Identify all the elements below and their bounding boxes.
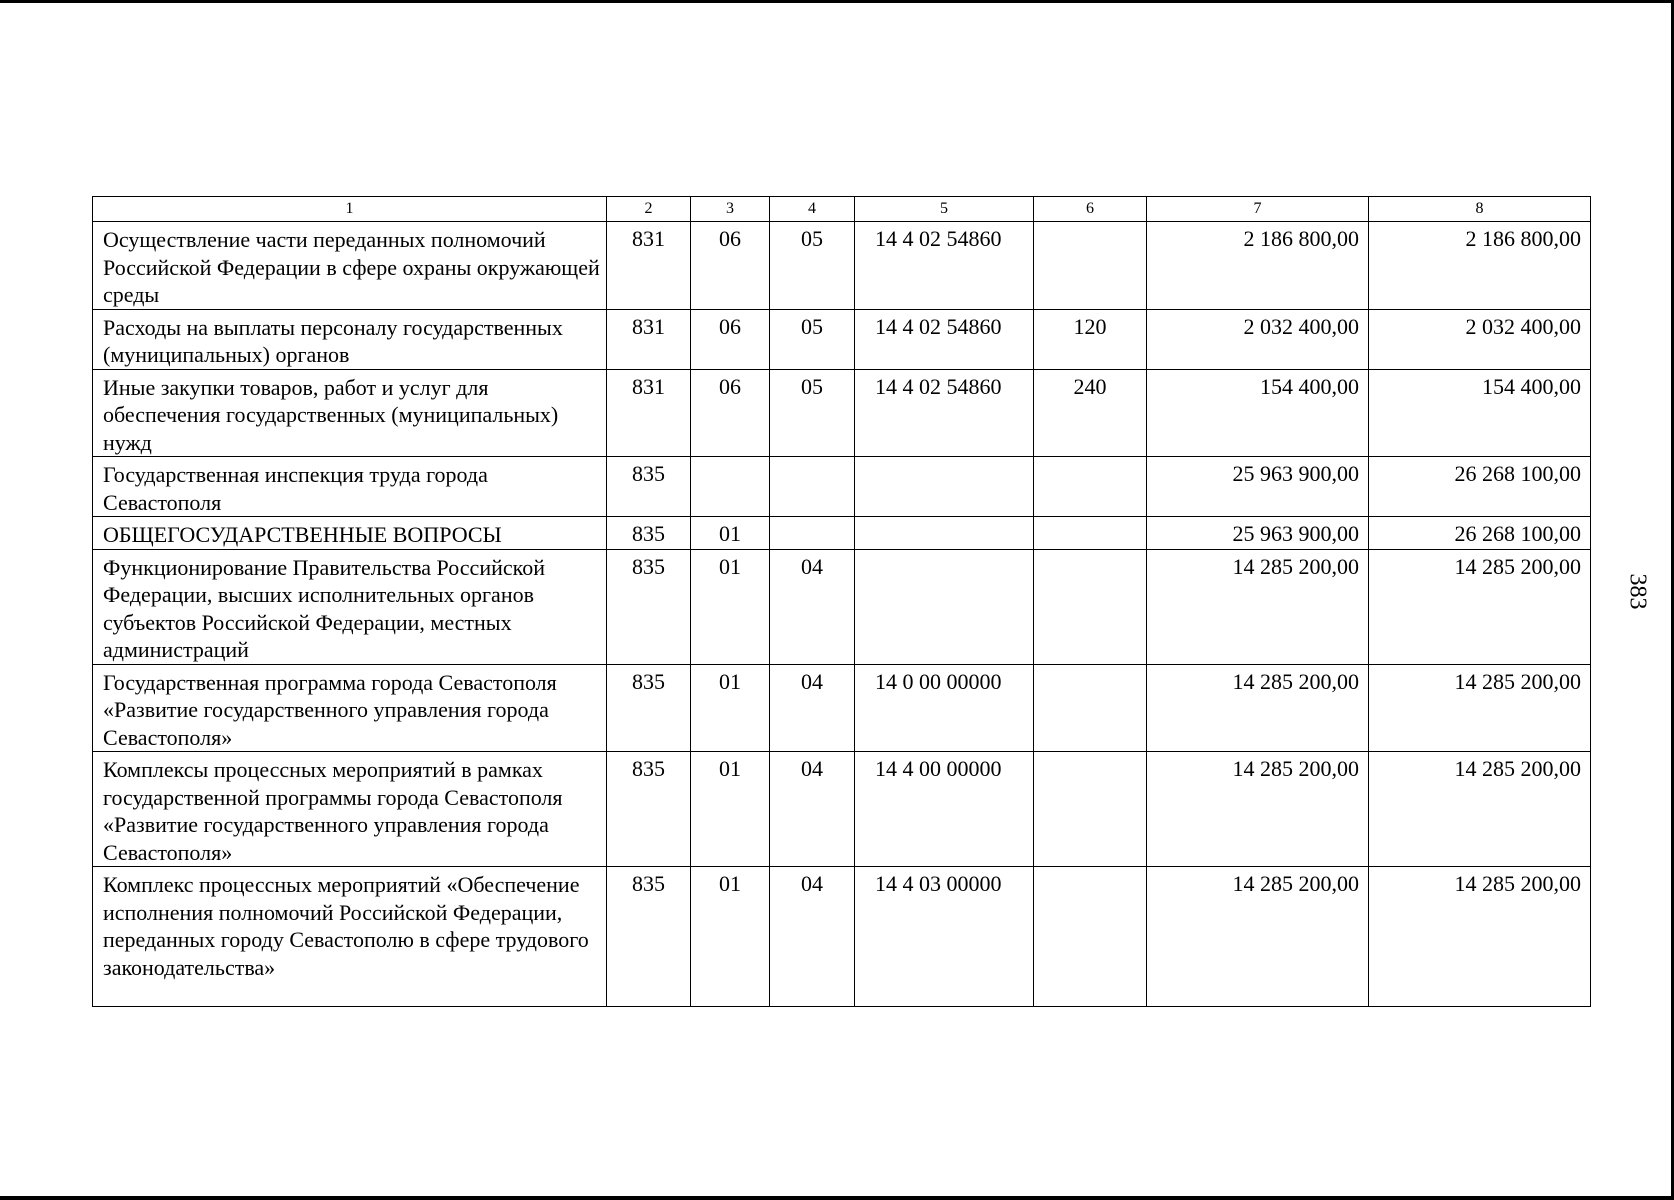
amount-col7: 154 400,00 bbox=[1147, 369, 1369, 457]
expense-type-code: 240 bbox=[1034, 369, 1147, 457]
column-header: 2 bbox=[607, 197, 691, 222]
column-header: 8 bbox=[1369, 197, 1591, 222]
expense-name: Комплексы процессных мероприятий в рамках государственной программы города Севастополя «Развитие государственного управления города Севастополя» bbox=[93, 752, 607, 867]
expense-type-code bbox=[1034, 549, 1147, 664]
amount-col8: 26 268 100,00 bbox=[1369, 517, 1591, 550]
expense-name: Осуществление части переданных полномочий Российской Федерации в сфере охраны окружающей среды bbox=[93, 222, 607, 310]
expense-type-code bbox=[1034, 867, 1147, 1007]
expense-type-code bbox=[1034, 517, 1147, 550]
table-row bbox=[93, 457, 1591, 517]
department-code: 835 bbox=[607, 664, 691, 752]
subsection-code: 04 bbox=[770, 752, 855, 867]
target-item-code: 14 0 00 00000 bbox=[855, 664, 1034, 752]
amount-col8: 14 285 200,00 bbox=[1369, 867, 1591, 1007]
amount-col8: 14 285 200,00 bbox=[1369, 664, 1591, 752]
amount-col7: 25 963 900,00 bbox=[1147, 517, 1369, 550]
expense-name: Функционирование Правительства Российской Федерации, высших исполнительных органов субъектов Российской Федерации, местных администраций bbox=[93, 549, 607, 664]
department-code: 831 bbox=[607, 222, 691, 310]
target-item-code: 14 4 02 54860 bbox=[855, 222, 1034, 310]
column-header: 1 bbox=[93, 197, 607, 222]
section-code: 01 bbox=[691, 752, 770, 867]
table-row bbox=[93, 517, 1591, 550]
amount-col8: 14 285 200,00 bbox=[1369, 549, 1591, 664]
amount-col8: 26 268 100,00 bbox=[1369, 457, 1591, 517]
section-code bbox=[691, 457, 770, 517]
department-code: 835 bbox=[607, 549, 691, 664]
table-row bbox=[93, 664, 1591, 752]
subsection-code bbox=[770, 457, 855, 517]
amount-col7: 14 285 200,00 bbox=[1147, 752, 1369, 867]
amount-col7: 2 186 800,00 bbox=[1147, 222, 1369, 310]
subsection-code: 05 bbox=[770, 369, 855, 457]
section-code: 06 bbox=[691, 309, 770, 369]
subsection-code: 05 bbox=[770, 309, 855, 369]
expense-type-code bbox=[1034, 457, 1147, 517]
section-code: 01 bbox=[691, 664, 770, 752]
amount-col7: 14 285 200,00 bbox=[1147, 867, 1369, 1007]
table-row bbox=[93, 549, 1591, 664]
section-code: 01 bbox=[691, 867, 770, 1007]
column-numbers-row bbox=[93, 197, 1591, 222]
amount-col8: 14 285 200,00 bbox=[1369, 752, 1591, 867]
amount-col7: 2 032 400,00 bbox=[1147, 309, 1369, 369]
target-item-code: 14 4 02 54860 bbox=[855, 309, 1034, 369]
column-header: 5 bbox=[855, 197, 1034, 222]
amount-col7: 25 963 900,00 bbox=[1147, 457, 1369, 517]
section-code: 01 bbox=[691, 549, 770, 664]
page-bottom-border bbox=[0, 1196, 1674, 1200]
section-code: 01 bbox=[691, 517, 770, 550]
table-row bbox=[93, 369, 1591, 457]
section-code: 06 bbox=[691, 222, 770, 310]
table-row bbox=[93, 752, 1591, 867]
amount-col8: 2 032 400,00 bbox=[1369, 309, 1591, 369]
column-header: 4 bbox=[770, 197, 855, 222]
amount-col7: 14 285 200,00 bbox=[1147, 664, 1369, 752]
column-header: 7 bbox=[1147, 197, 1369, 222]
column-header: 6 bbox=[1034, 197, 1147, 222]
department-code: 831 bbox=[607, 369, 691, 457]
expense-name: Комплекс процессных мероприятий «Обеспечение исполнения полномочий Российской Федерации, переданных городу Севастополю в сфере трудового законодательства» bbox=[93, 867, 607, 1007]
expense-name: Государственная программа города Севастополя «Развитие государственного управления города Севастополя» bbox=[93, 664, 607, 752]
table-row bbox=[93, 222, 1591, 310]
page-number: 383 bbox=[1624, 573, 1651, 610]
expense-name: Расходы на выплаты персоналу государственных (муниципальных) органов bbox=[93, 309, 607, 369]
amount-col7: 14 285 200,00 bbox=[1147, 549, 1369, 664]
column-header: 3 bbox=[691, 197, 770, 222]
department-code: 835 bbox=[607, 457, 691, 517]
target-item-code: 14 4 02 54860 bbox=[855, 369, 1034, 457]
subsection-code: 04 bbox=[770, 664, 855, 752]
budget-table bbox=[92, 196, 1591, 1007]
target-item-code bbox=[855, 549, 1034, 664]
expense-name: Иные закупки товаров, работ и услуг для обеспечения государственных (муниципальных) нужд bbox=[93, 369, 607, 457]
expense-type-code bbox=[1034, 222, 1147, 310]
target-item-code: 14 4 00 00000 bbox=[855, 752, 1034, 867]
table-row bbox=[93, 867, 1591, 1007]
table-row bbox=[93, 309, 1591, 369]
department-code: 831 bbox=[607, 309, 691, 369]
expense-type-code bbox=[1034, 752, 1147, 867]
subsection-code bbox=[770, 517, 855, 550]
amount-col8: 154 400,00 bbox=[1369, 369, 1591, 457]
target-item-code bbox=[855, 457, 1034, 517]
target-item-code bbox=[855, 517, 1034, 550]
section-code: 06 bbox=[691, 369, 770, 457]
expense-type-code: 120 bbox=[1034, 309, 1147, 369]
amount-col8: 2 186 800,00 bbox=[1369, 222, 1591, 310]
page-top-border bbox=[0, 0, 1674, 3]
target-item-code: 14 4 03 00000 bbox=[855, 867, 1034, 1007]
department-code: 835 bbox=[607, 517, 691, 550]
subsection-code: 04 bbox=[770, 549, 855, 664]
department-code: 835 bbox=[607, 752, 691, 867]
subsection-code: 05 bbox=[770, 222, 855, 310]
department-code: 835 bbox=[607, 867, 691, 1007]
subsection-code: 04 bbox=[770, 867, 855, 1007]
expense-type-code bbox=[1034, 664, 1147, 752]
expense-name: Государственная инспекция труда города Севастополя bbox=[93, 457, 607, 517]
expense-name: ОБЩЕГОСУДАРСТВЕННЫЕ ВОПРОСЫ bbox=[93, 517, 607, 550]
